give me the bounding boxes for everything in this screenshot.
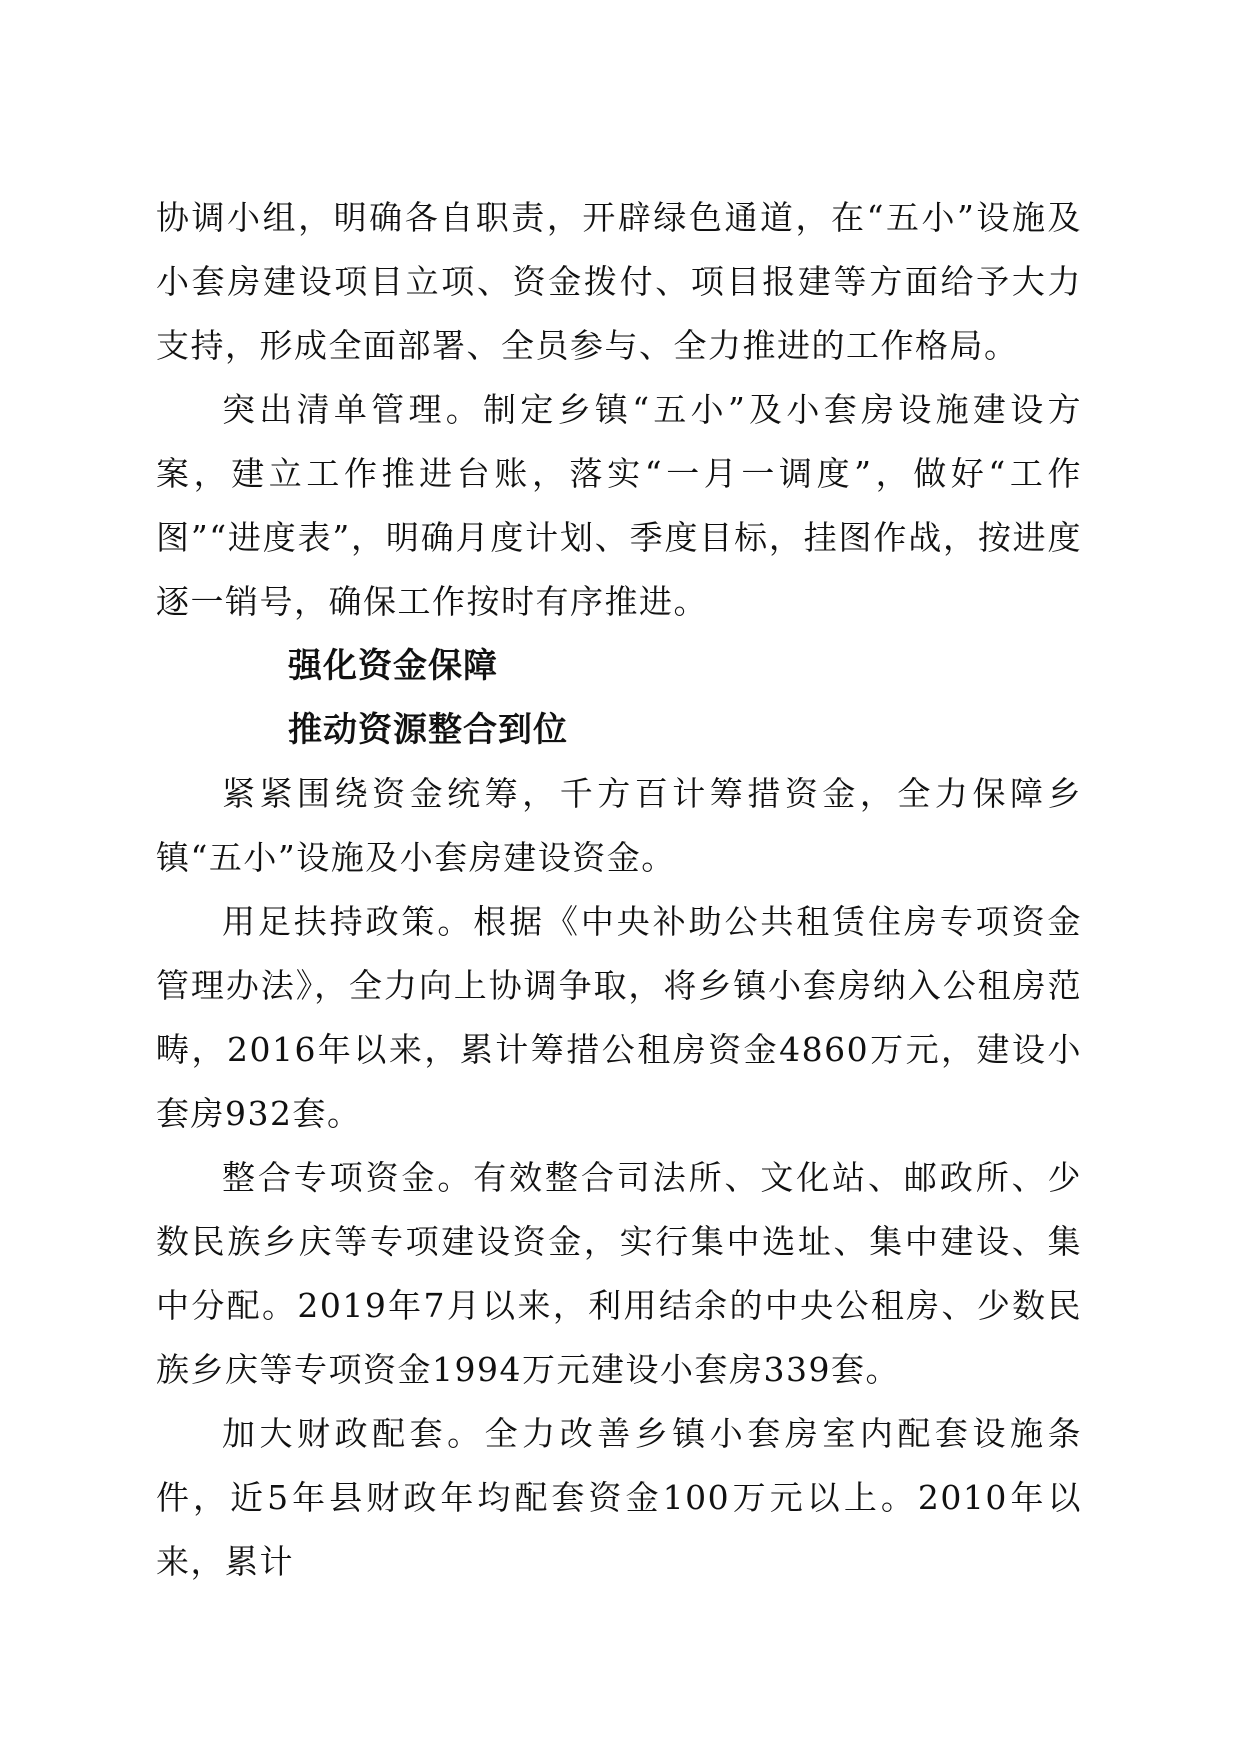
paragraph-fiscal-support: 加大财政配套。全力改善乡镇小套房室内配套设施条件，近5年县财政年均配套资金100万元以上。2010年以来，累计 bbox=[156, 1414, 1082, 1581]
section-heading-funding: 强化资金保障 bbox=[288, 646, 498, 686]
section-subheading-resources: 推动资源整合到位 bbox=[288, 710, 568, 750]
paragraph-special-funds: 整合专项资金。有效整合司法所、文化站、邮政所、少数民族乡庆等专项建设资金，实行集中选址、集中建设、集中分配。2019年7月以来，利用结余的中央公租房、少数民族乡庆等专项资金1994万元建设小套房339套。 bbox=[156, 1158, 1082, 1389]
paragraph-list-management: 突出清单管理。制定乡镇“五小”及小套房设施建设方案，建立工作推进台账，落实“一月一调度”，做好“工作图”“进度表”，明确月度计划、季度目标，挂图作战，按进度逐一销号，确保工作按时有序推进。 bbox=[156, 390, 1082, 621]
paragraph-coordination-group: 协调小组，明确各自职责，开辟绿色通道，在“五小”设施及小套房建设项目立项、资金拨付、项目报建等方面给予大力支持，形成全面部署、全员参与、全力推进的工作格局。 bbox=[156, 198, 1082, 365]
paragraph-support-policy: 用足扶持政策。根据《中央补助公共租赁住房专项资金管理办法》，全力向上协调争取，将乡镇小套房纳入公租房范畴，2016年以来，累计筹措公租房资金4860万元，建设小套房932套。 bbox=[156, 902, 1082, 1133]
document-body bbox=[156, 186, 1082, 1594]
paragraph-funding-overview: 紧紧围绕资金统筹，千方百计筹措资金，全力保障乡镇“五小”设施及小套房建设资金。 bbox=[156, 774, 1082, 877]
